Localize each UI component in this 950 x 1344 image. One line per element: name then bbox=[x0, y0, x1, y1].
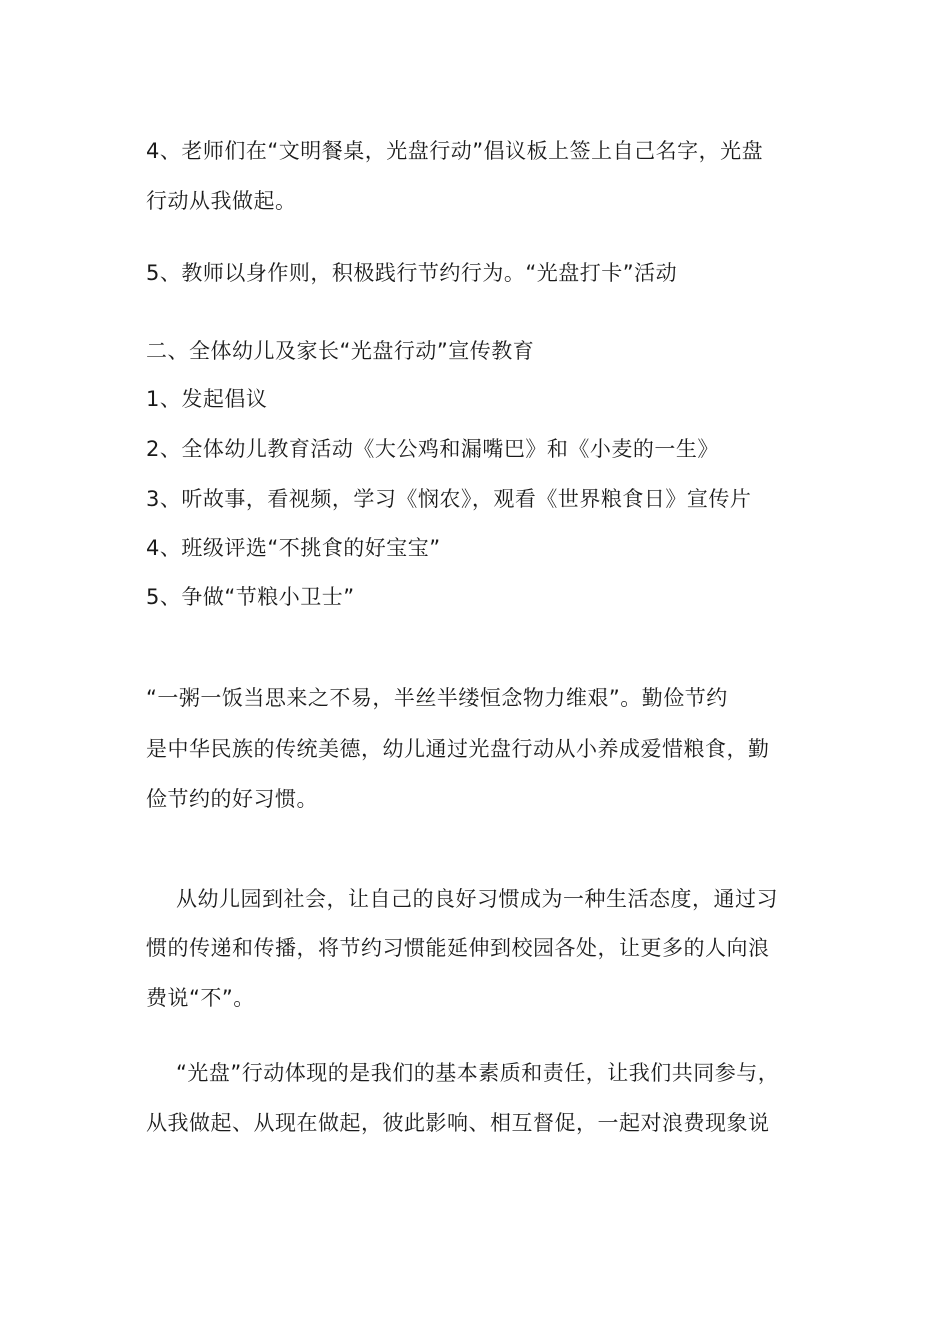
paragraph-2-line-2: 惯的传递和传播，将节约习惯能延伸到校园各处，让更多的人向浪 bbox=[146, 936, 770, 960]
paragraph-2-line-1: 从幼儿园到社会，让自己的良好习惯成为一种生活态度，通过习 bbox=[176, 887, 778, 911]
section-heading-2: 二、全体幼儿及家长“光盘行动”宣传教育 bbox=[146, 339, 535, 363]
list-item-5: 5、争做“节粮小卫士” bbox=[146, 585, 355, 609]
list-item-2: 2、全体幼儿教育活动《大公鸡和漏嘴巴》和《小麦的一生》 bbox=[146, 437, 719, 461]
paragraph-3-line-2: 从我做起、从现在做起，彼此影响、相互督促，一起对浪费现象说 bbox=[146, 1111, 770, 1135]
list-item-3: 3、听故事，看视频，学习《悯农》，观看《世界粮食日》宣传片 bbox=[146, 487, 752, 511]
list-item-1: 1、发起倡议 bbox=[146, 387, 268, 411]
paragraph-2-line-3: 费说“不”。 bbox=[146, 986, 255, 1010]
item-5-teacher-example: 5、教师以身作则，积极践行节约行为。“光盘打卡”活动 bbox=[146, 261, 678, 285]
item-4-teacher-signing: 4、老师们在“文明餐桌，光盘行动”倡议板上签上自己名字，光盘 bbox=[146, 139, 764, 163]
paragraph-1-line-1: “一粥一饭当思来之不易，半丝半缕恒念物力维艰”。勤俭节约 bbox=[146, 686, 728, 710]
paragraph-3-line-1: “光盘”行动体现的是我们的基本素质和责任，让我们共同参与， bbox=[176, 1061, 780, 1085]
paragraph-1-line-2: 是中华民族的传统美德，幼儿通过光盘行动从小养成爱惜粮食，勤 bbox=[146, 737, 770, 761]
list-item-4: 4、班级评选“不挑食的好宝宝” bbox=[146, 536, 441, 560]
item-4-continuation: 行动从我做起。 bbox=[146, 189, 297, 213]
paragraph-1-line-3: 俭节约的好习惯。 bbox=[146, 787, 318, 811]
